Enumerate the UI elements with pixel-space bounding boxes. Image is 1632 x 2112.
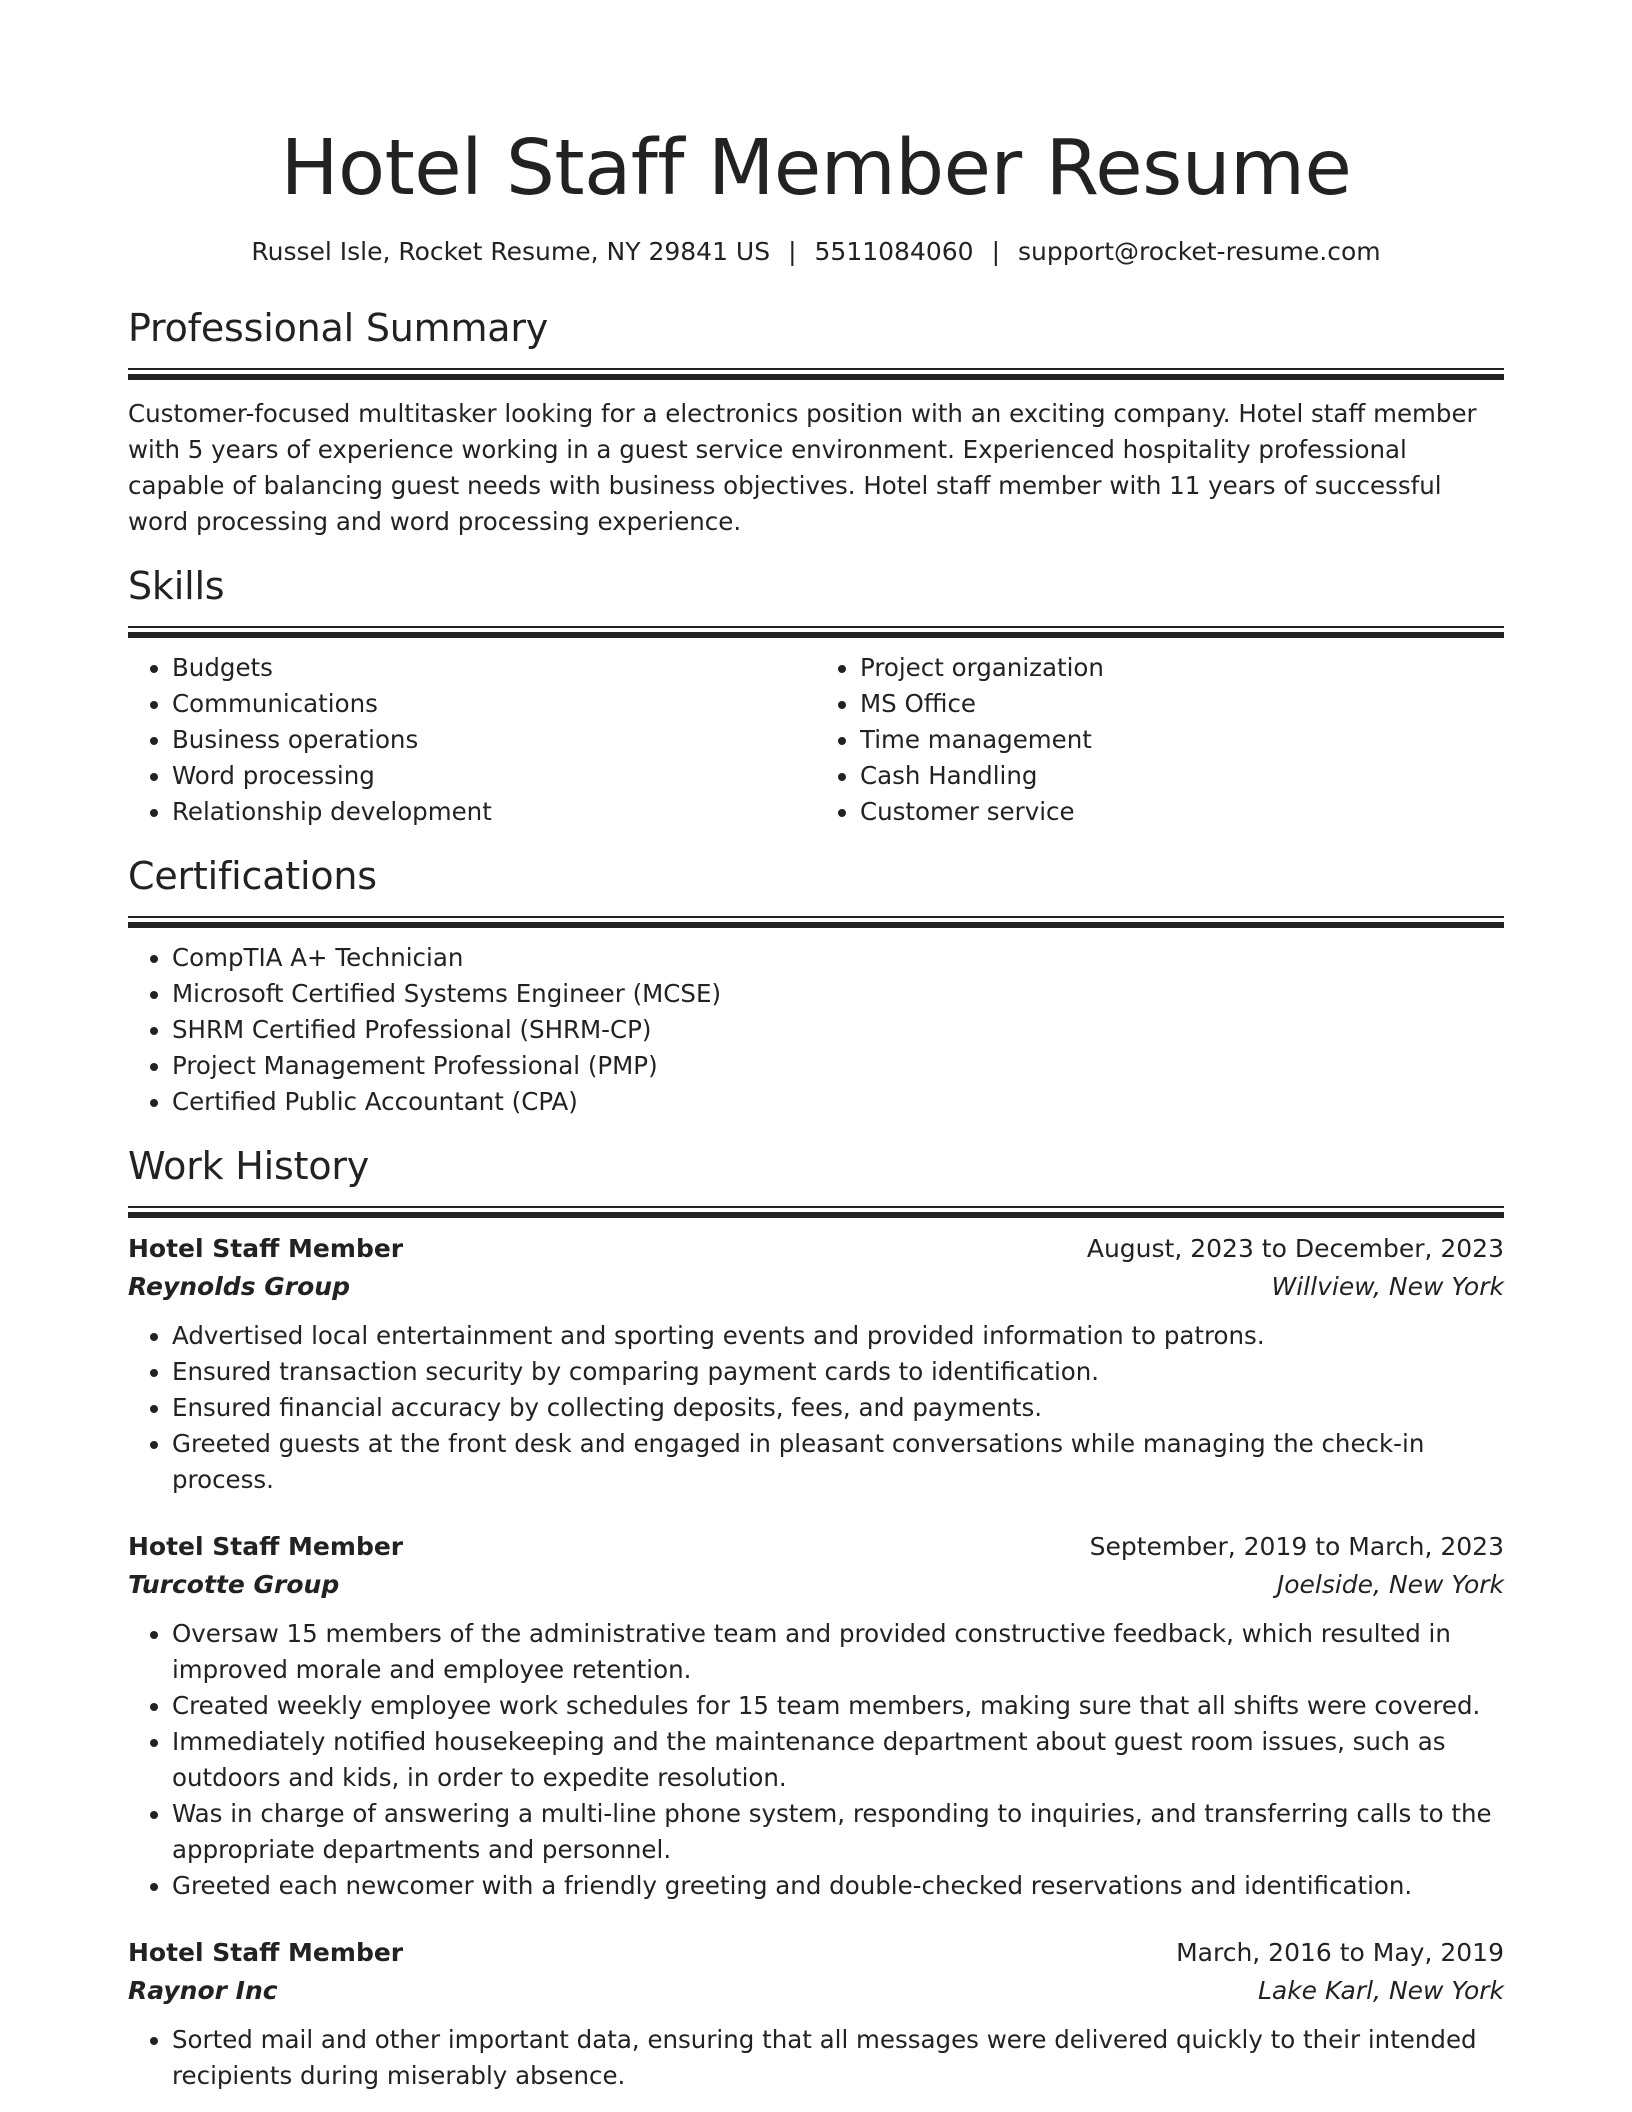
summary-text: Customer-focused multitasker looking for a electronics position with an exciting company. Hotel staff member with 5 years of experience working in a guest service environment. Experienced hospitality professional capable of balancing guest needs with business objectives. Hotel staff member with 11 years of successful word processing and word processing experience. <box>128 399 1477 536</box>
job-dates: August, 2023 to December, 2023 <box>1086 1234 1504 1263</box>
resume-content <box>128 120 1504 2094</box>
job-bullet: • Was in charge of answering a multi-line phone system, responding to inquiries, and transferring calls to the appropriate departments and personnel. <box>172 1796 1504 1868</box>
job-bullet: • Greeted each newcomer with a friendly greeting and double-checked reservations and identification. <box>172 1868 1504 1904</box>
contact-separator: | <box>991 237 1001 266</box>
section-divider <box>128 916 1504 928</box>
work-history-section <box>128 1142 1504 2094</box>
skill-item: • Business operations <box>172 722 816 758</box>
job-bullet: • Advertised local entertainment and sporting events and provided information to patrons. <box>172 1318 1504 1354</box>
skill-item: • Customer service <box>860 794 1504 830</box>
job-entry <box>128 1230 1504 1498</box>
job-bullets <box>128 1616 1504 1904</box>
certification-item: • Certified Public Accountant (CPA) <box>172 1084 1504 1120</box>
certifications-list <box>128 940 1504 1120</box>
job-entry <box>128 1934 1504 2094</box>
summary-heading: Professional Summary <box>128 306 549 350</box>
summary-section <box>128 304 1504 540</box>
job-bullets <box>128 1318 1504 1498</box>
skill-item: • MS Office <box>860 686 1504 722</box>
skill-item: • Cash Handling <box>860 758 1504 794</box>
contact-email: support@rocket-resume.com <box>1018 237 1381 266</box>
job-title: Hotel Staff Member <box>128 1532 404 1561</box>
job-company: Reynolds Group <box>128 1272 350 1301</box>
job-bullet: • Ensured transaction security by comparing payment cards to identification. <box>172 1354 1504 1390</box>
job-location: Lake Karl, New York <box>1257 1976 1504 2005</box>
contact-line <box>128 234 1504 270</box>
work-history-heading: Work History <box>128 1144 370 1188</box>
skill-item: • Time management <box>860 722 1504 758</box>
certification-item: • SHRM Certified Professional (SHRM-CP) <box>172 1012 1504 1048</box>
job-location: Willview, New York <box>1271 1272 1504 1301</box>
job-bullets <box>128 2022 1504 2094</box>
certifications-heading: Certifications <box>128 854 377 898</box>
job-dates: March, 2016 to May, 2019 <box>1176 1938 1504 1967</box>
job-bullet: • Oversaw 15 members of the administrative team and provided constructive feedback, which resulted in improved morale and employee retention. <box>172 1616 1504 1688</box>
job-bullet: • Sorted mail and other important data, ensuring that all messages were delivered quickly to their intended recipients during miserably absence. <box>172 2022 1504 2094</box>
job-bullet: • Immediately notified housekeeping and the maintenance department about guest room issues, such as outdoors and kids, in order to expedite resolution. <box>172 1724 1504 1796</box>
job-company-row <box>128 1972 1504 2010</box>
job-title: Hotel Staff Member <box>128 1938 404 1967</box>
job-dates: September, 2019 to March, 2023 <box>1089 1532 1504 1561</box>
contact-address: Russel Isle, Rocket Resume, NY 29841 US <box>251 237 771 266</box>
job-title: Hotel Staff Member <box>128 1234 404 1263</box>
job-header-row <box>128 1230 1504 1268</box>
skills-list-left <box>128 650 816 830</box>
skills-section <box>128 562 1504 830</box>
job-entry <box>128 1528 1504 1904</box>
skill-item: • Project organization <box>860 650 1504 686</box>
job-header-row <box>128 1934 1504 1972</box>
job-bullet: • Ensured financial accuracy by collecting deposits, fees, and payments. <box>172 1390 1504 1426</box>
skill-item: • Relationship development <box>172 794 816 830</box>
certification-item: • Project Management Professional (PMP) <box>172 1048 1504 1084</box>
job-location: Joelside, New York <box>1276 1570 1504 1599</box>
contact-separator: | <box>788 237 797 266</box>
certification-item: • CompTIA A+ Technician <box>172 940 1504 976</box>
skill-item: • Word processing <box>172 758 816 794</box>
job-company: Turcotte Group <box>128 1570 340 1599</box>
contact-phone: 5511084060 <box>814 237 974 266</box>
certifications-section <box>128 852 1504 1120</box>
certification-item: • Microsoft Certified Systems Engineer (MCSE) <box>172 976 1504 1012</box>
job-header-row <box>128 1528 1504 1566</box>
job-company: Raynor Inc <box>128 1976 278 2005</box>
skills-list-right <box>816 650 1504 830</box>
resume-title: Hotel Staff Member Resume <box>280 124 1352 213</box>
job-bullet: • Created weekly employee work schedules for 15 team members, making sure that all shifts were covered. <box>172 1688 1504 1724</box>
section-divider <box>128 1206 1504 1218</box>
job-bullet: • Greeted guests at the front desk and engaged in pleasant conversations while managing the check-in process. <box>172 1426 1504 1498</box>
skills-columns <box>128 650 1504 830</box>
section-divider <box>128 368 1504 380</box>
job-company-row <box>128 1268 1504 1306</box>
skill-item: • Budgets <box>172 650 816 686</box>
skills-heading: Skills <box>128 564 225 608</box>
section-divider <box>128 626 1504 638</box>
job-company-row <box>128 1566 1504 1604</box>
skill-item: • Communications <box>172 686 816 722</box>
